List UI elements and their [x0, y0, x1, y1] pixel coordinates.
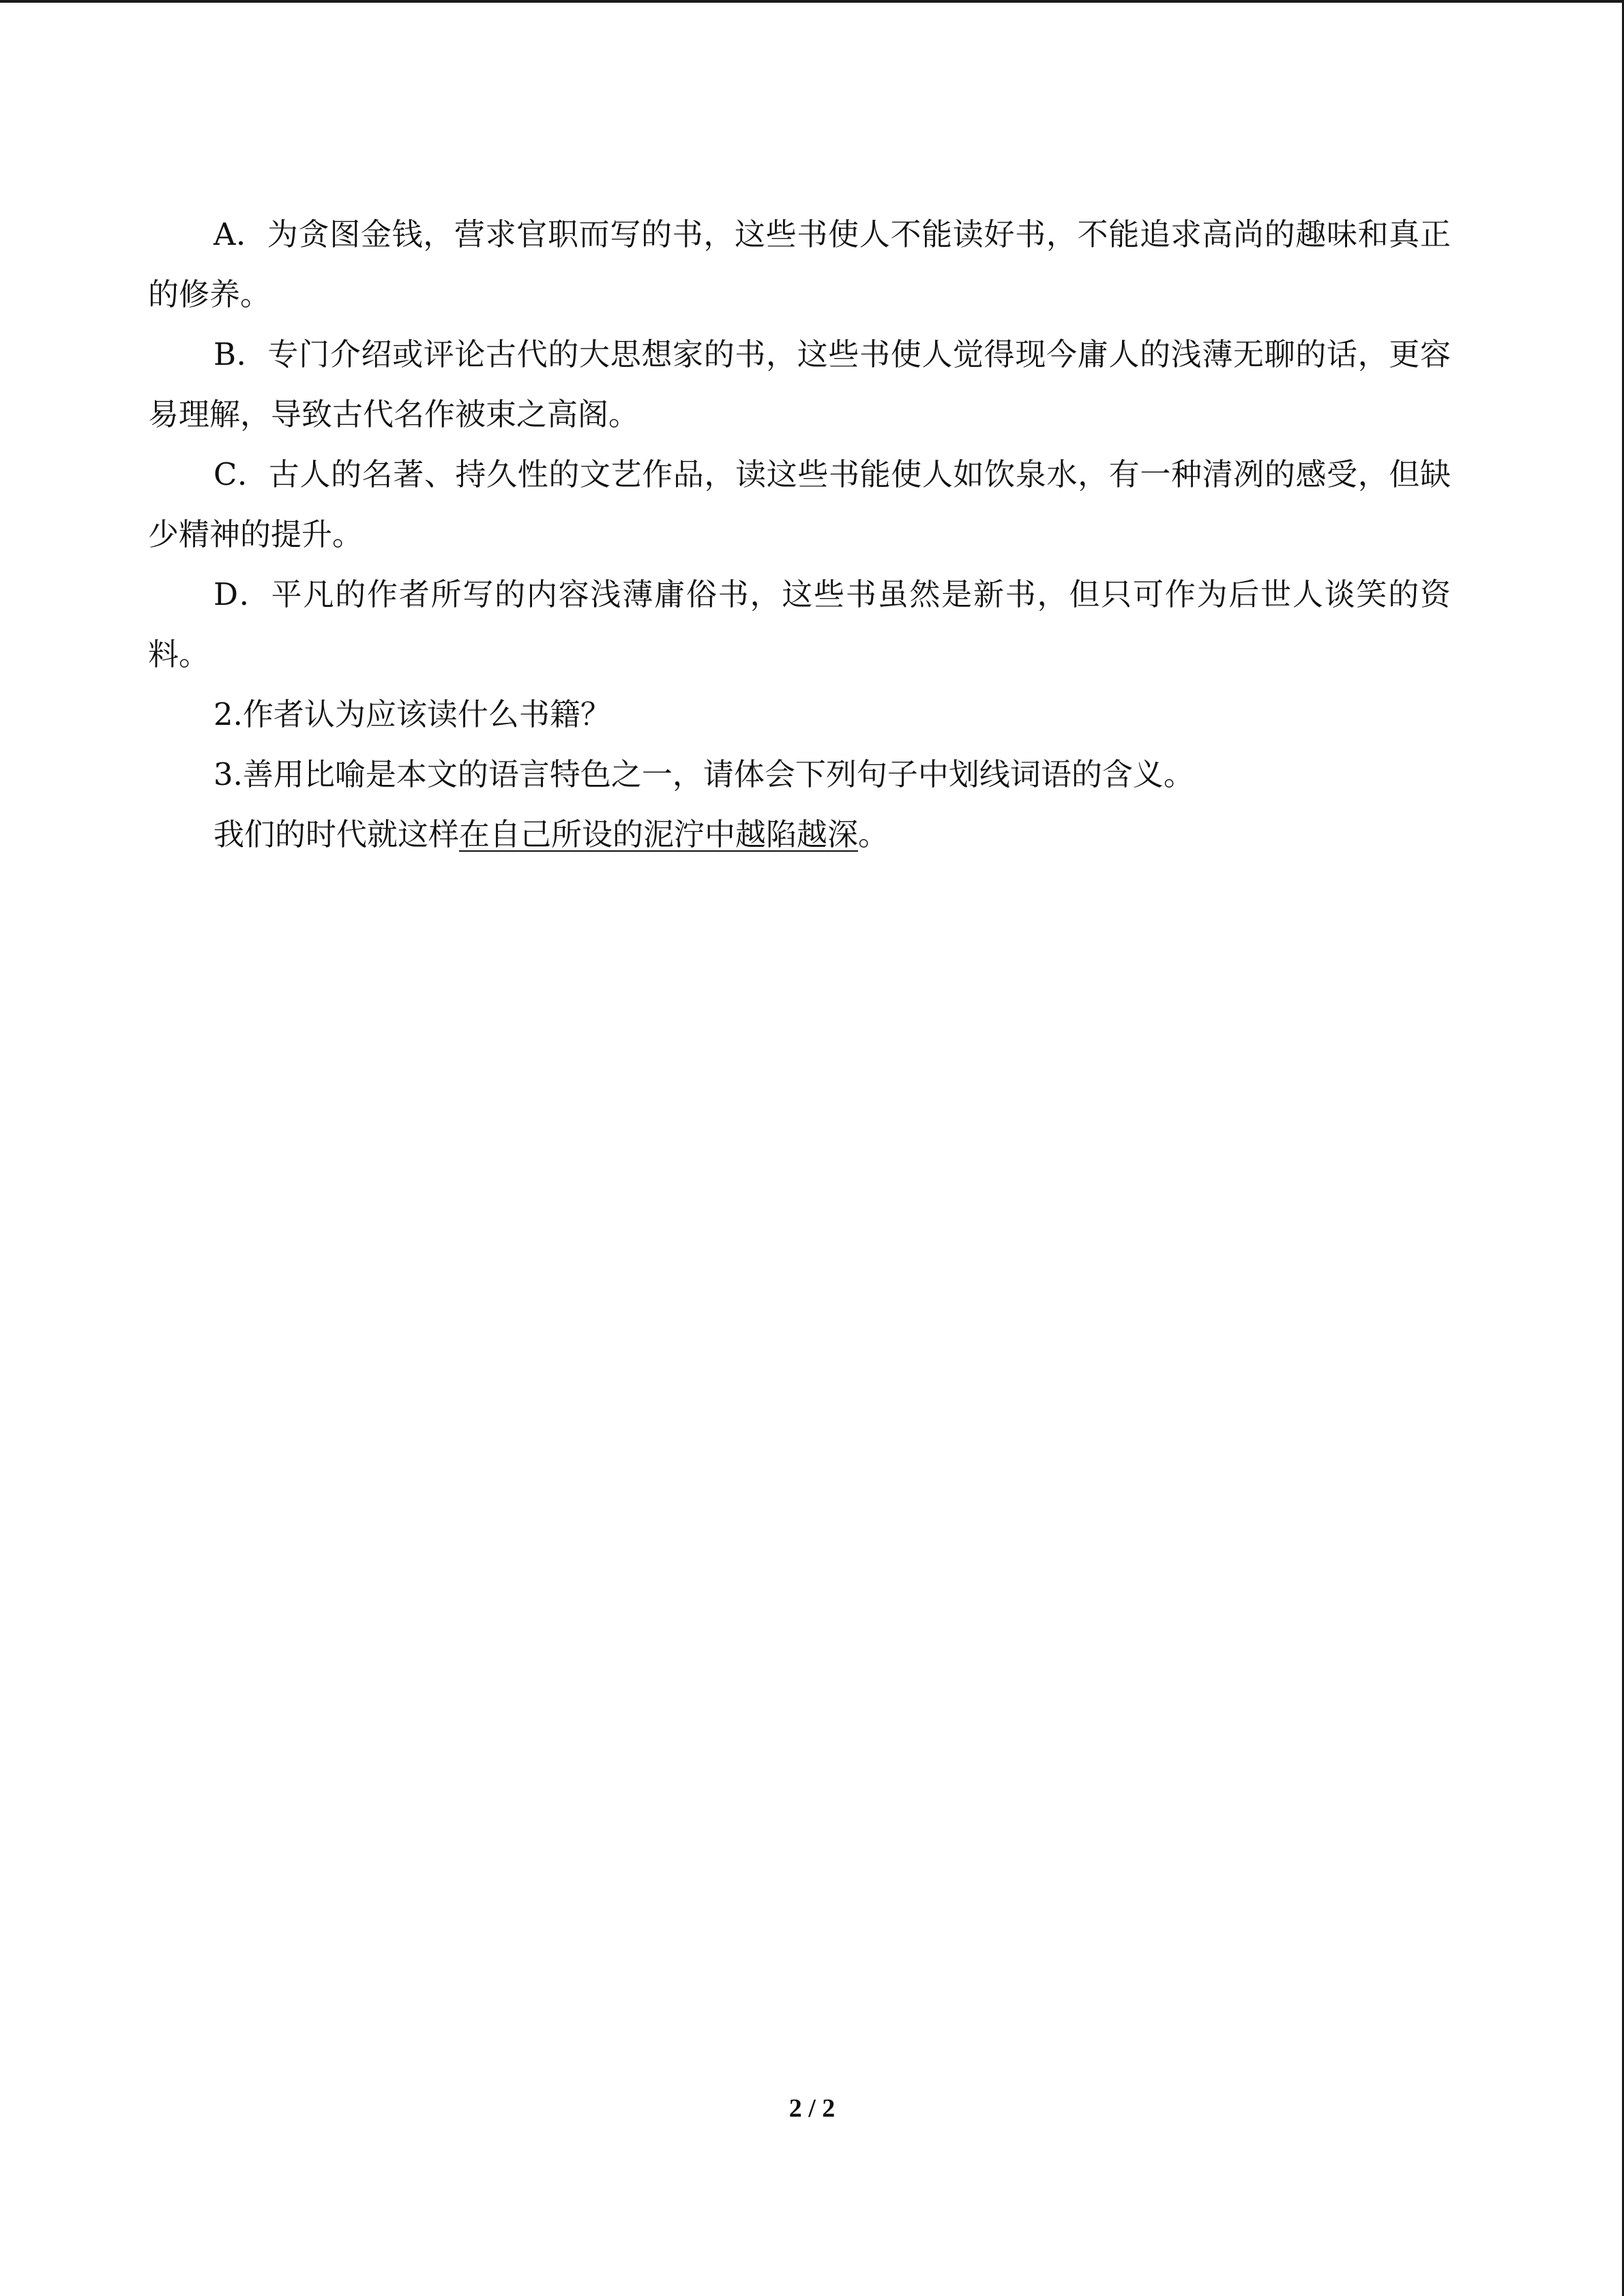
example-suffix: 。: [858, 816, 889, 852]
option-a: [148, 205, 1451, 325]
option-a-letter: A: [213, 216, 236, 252]
question-3: 3.善用比喻是本文的语言特色之一，请体会下列句子中划线词语的含义。: [213, 756, 1194, 792]
option-c-letter: C: [213, 456, 237, 492]
option-c-text: ．古人的名著、持久性的文艺作品，读这些书能使人如饮泉水，有一种清冽的感受，但缺少精神的提升。: [148, 456, 1451, 552]
document-body: [148, 205, 1451, 865]
underlined-phrase: 在自己所设的泥泞中越陷越深: [459, 816, 859, 852]
option-c: [148, 445, 1451, 565]
example-sentence: [148, 805, 1451, 865]
option-b: [148, 325, 1451, 445]
page-number: 2 / 2: [788, 2094, 836, 2123]
page-top-border: [0, 0, 1624, 3]
option-b-letter: B: [213, 336, 237, 372]
option-a-text: ．为贪图金钱，营求官职而写的书，这些书使人不能读好书，不能追求高尚的趣味和真正的修养。: [148, 216, 1451, 312]
option-d-text: ．平凡的作者所写的内容浅薄庸俗书，这些书虽然是新书，但只可作为后世人谈笑的资料。: [148, 576, 1451, 672]
question-2: 2.作者认为应该读什么书籍？: [213, 696, 611, 732]
example-prefix: 我们的时代就这样: [213, 816, 460, 852]
option-d: [148, 565, 1451, 685]
option-b-text: ．专门介绍或评论古代的大思想家的书，这些书使人觉得现今庸人的浅薄无聊的话，更容易理解，导致古代名作被束之高阁。: [148, 336, 1451, 432]
option-d-letter: D: [213, 576, 239, 612]
